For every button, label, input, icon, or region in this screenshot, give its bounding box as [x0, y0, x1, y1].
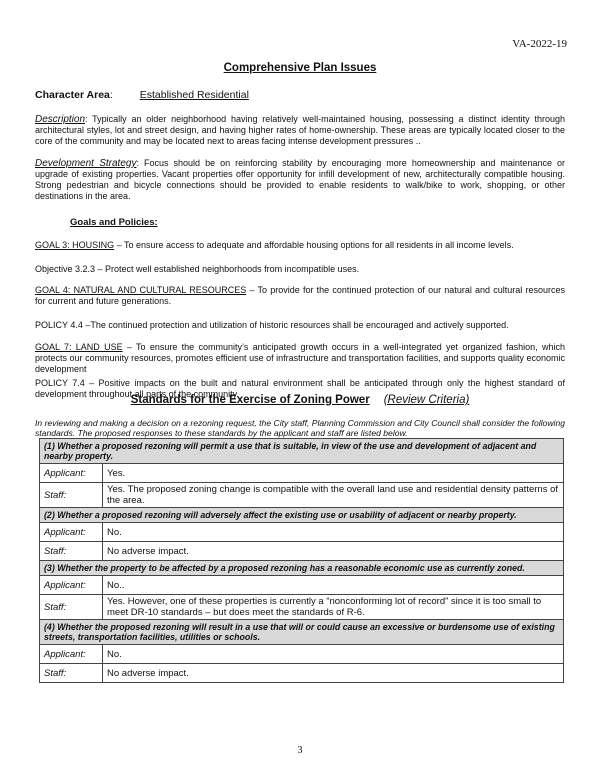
policy44-paragraph: POLICY 4.4 –The continued protection and utilization of historic resources shall be encouraged and actively supported. [35, 320, 509, 330]
applicant-response: No.. [103, 576, 564, 595]
goal7-text: – To ensure the community’s anticipated growth occurs in a well-integrated yet organized fashion, which protects our community resources, promotes efficient use of infrastructure and transportation facilities, and supports quality economic development [35, 342, 565, 374]
criterion-question: (2) Whether a proposed rezoning will adversely affect the existing use or usability of adjacent or nearby property. [40, 508, 564, 523]
comprehensive-plan-heading: Comprehensive Plan Issues [223, 62, 377, 74]
goal3-text: – To ensure access to adequate and affordable housing options for all residents in all income levels. [114, 240, 514, 250]
staff-response: Yes. The proposed zoning change is compatible with the overall land use and residential density patterns of the area. [103, 483, 564, 508]
criterion-staff-row [40, 664, 564, 683]
criterion-applicant-row [40, 576, 564, 595]
applicant-label: Applicant: [40, 576, 103, 595]
criterion-question: (3) Whether the property to be affected by a proposed rezoning has a reasonable economic use as currently zoned. [40, 561, 564, 576]
description-label: Description [35, 114, 86, 125]
staff-label: Staff: [40, 664, 103, 683]
criterion-applicant-row [40, 464, 564, 483]
goal4-label: GOAL 4: NATURAL AND CULTURAL RESOURCES [35, 285, 247, 295]
criterion-staff-row [40, 483, 564, 508]
staff-label: Staff: [40, 595, 103, 620]
applicant-label: Applicant: [40, 645, 103, 664]
page-number: 3 [297, 745, 303, 756]
standards-heading [0, 394, 600, 406]
character-area-value: Established Residential [139, 89, 249, 101]
criterion-applicant-row [40, 523, 564, 542]
character-area-colon: : [109, 89, 113, 101]
character-area-label: Character Area [35, 89, 110, 101]
goal4-paragraph [35, 285, 565, 307]
goal7-label: GOAL 7: LAND USE [35, 342, 123, 352]
criterion-question-row [40, 620, 564, 645]
goal7-paragraph [35, 342, 565, 375]
staff-label: Staff: [40, 483, 103, 508]
applicant-response: No. [103, 645, 564, 664]
applicant-response: No. [103, 523, 564, 542]
criterion-applicant-row [40, 645, 564, 664]
criterion-question-row [40, 439, 564, 464]
description-paragraph [35, 114, 565, 147]
criterion-question-row [40, 508, 564, 523]
objective-paragraph: Objective 3.2.3 – Protect well established neighborhoods from incompatible uses. [35, 264, 360, 274]
staff-label: Staff: [40, 542, 103, 561]
criterion-staff-row [40, 542, 564, 561]
criteria-table [39, 438, 564, 683]
policy74-paragraph: POLICY 7.4 – Positive impacts on the built and natural environment shall be anticipated through only the highest standard of development throughout all parts of the community. [35, 378, 565, 399]
criterion-question: (1) Whether a proposed rezoning will permit a use that is suitable, in view of the use and development of adjacent and nearby property. [40, 439, 564, 464]
criterion-question-row [40, 561, 564, 576]
applicant-label: Applicant: [40, 523, 103, 542]
review-criteria-label: (Review Criteria) [383, 394, 470, 406]
development-strategy-text: : Focus should be on reinforcing stability by encouraging more homeownership and maintenance or upgrade of existing properties. Vacant properties offer opportunity for infill development of new, architecturally compatible housing. Strong pedestrian and bicycle connections should be provided to enable residents to walk/bike to work, shopping, or other destinations in the area. [35, 158, 565, 201]
development-strategy-label: Development Strategy [35, 158, 137, 169]
description-text: : Typically an older neighborhood having relatively well-maintained housing, possessing a distinct identity through architectural styles, lot and street design, and having higher rates of home-ownership. These areas are typically located closer to the core of the community and may be located next to areas facing intense development pressures .. [35, 114, 565, 146]
criterion-question: (4) Whether the proposed rezoning will result in a use that will or could cause an excessive or burdensome use of existing streets, transportation facilities, utilities or schools. [40, 620, 564, 645]
goals-policies-heading: Goals and Policies: [70, 217, 158, 228]
staff-response: No adverse impact. [103, 664, 564, 683]
standards-intro: In reviewing and making a decision on a rezoning request, the City staff, Planning Commission and City Council shall consider the following standards. The proposed responses to these standards by the applicant and staff are listed below. [35, 418, 565, 438]
goal3-label: GOAL 3: HOUSING [35, 240, 115, 250]
character-area [35, 89, 249, 101]
goal3-paragraph [35, 240, 565, 251]
document-number: VA-2022-19 [512, 38, 567, 50]
applicant-response: Yes. [103, 464, 564, 483]
development-strategy-paragraph [35, 158, 565, 202]
standards-title: Standards for the Exercise of Zoning Power [130, 394, 370, 406]
staff-response: No adverse impact. [103, 542, 564, 561]
applicant-label: Applicant: [40, 464, 103, 483]
criterion-staff-row [40, 595, 564, 620]
goal4-text: – To provide for the continued protection of our natural and cultural resources for current and future generations. [35, 285, 565, 306]
staff-response: Yes. However, one of these properties is currently a “nonconforming lot of record” since it is too small to meet DR-10 standards – but does meet the standards of R-6. [103, 595, 564, 620]
